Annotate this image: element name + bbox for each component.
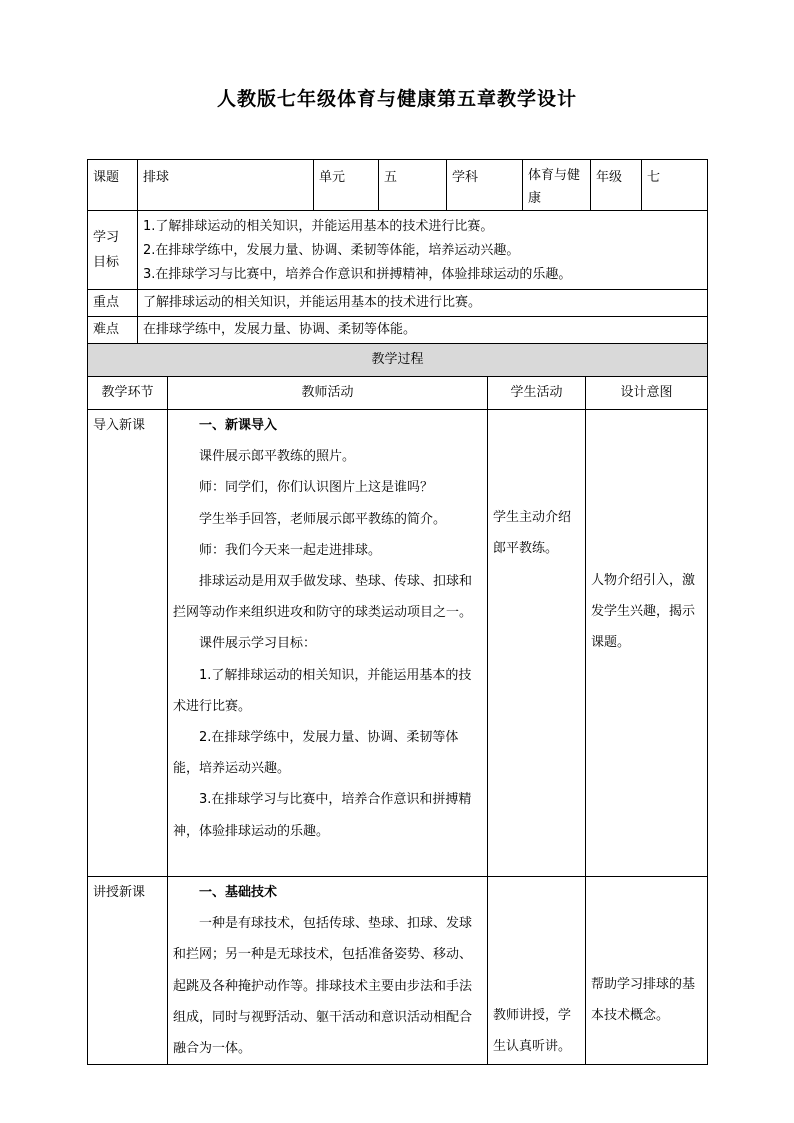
objectives-row [88, 211, 708, 290]
stage-cell: 导入新课 [88, 410, 168, 877]
page-title: 人教版七年级体育与健康第五章教学设计 [216, 88, 577, 110]
paragraph: 师：同学们，你们认识图片上这是谁吗？ [199, 480, 434, 496]
difficulty-label: 难点 [88, 317, 138, 344]
teacher-activity-cell [168, 877, 488, 1065]
process-title-row [88, 344, 708, 377]
key-point-row [88, 290, 708, 317]
header-intent: 设计意图 [586, 377, 708, 410]
header-teacher: 教师活动 [168, 377, 488, 410]
header-student: 学生活动 [488, 377, 586, 410]
unit-label: 单元 [314, 160, 379, 211]
objectives-label-text: 学习目标 [93, 230, 120, 270]
table-row [88, 877, 708, 1065]
teacher-activity-cell [168, 410, 488, 877]
stage-cell: 讲授新课 [88, 877, 168, 1065]
info-row [88, 160, 708, 211]
objective-item: 2.在排球学练中，发展力量、协调、柔韧等体能，培养运动兴趣。 [143, 243, 520, 258]
grade-label: 年级 [591, 160, 642, 211]
paragraph: 3.在排球学习与比赛中，培养合作意识和拼搏精神，体验排球运动的乐趣。 [173, 792, 472, 839]
key-point-label: 重点 [88, 290, 138, 317]
paragraph: 排球运动是用双手做发球、垫球、传球、扣球和拦网等动作来组织进攻和防守的球类运动项目之一。 [173, 574, 473, 621]
info-table [87, 159, 708, 344]
unit-value: 五 [379, 160, 447, 211]
paragraph: 1.了解排球运动的相关知识，并能运用基本的技术进行比赛。 [173, 667, 472, 714]
process-header-row [88, 377, 708, 410]
paragraph: 一种是有球技术，包括传球、垫球、扣球、发球和拦网；另一种是无球技术，包括准备姿势、移动、起跳及各种掩护动作等。排球技术主要由步法和手法组成，同时与视野活动、躯干活动和意识活动相配合融合为一体。 [173, 916, 473, 1057]
subject-label: 学科 [447, 160, 523, 211]
student-activity-text: 学生主动介绍郎平教练。 [493, 510, 572, 556]
subject-value: 体育与健康 [523, 160, 591, 211]
intent-text: 人物介绍引入，激发学生兴趣，揭示课题。 [591, 573, 696, 650]
paragraph: 师：我们今天来一起走进排球。 [199, 542, 382, 558]
key-point-value: 了解排球运动的相关知识，并能运用基本的技术进行比赛。 [138, 290, 708, 317]
course-label: 课题 [88, 160, 138, 211]
objectives-list [138, 211, 708, 290]
intent-text: 帮助学习排球的基本技术概念。 [591, 977, 696, 1023]
section-heading: 一、新课导入 [199, 418, 278, 433]
student-activity-cell [488, 877, 586, 1065]
process-title: 教学过程 [88, 344, 708, 377]
process-table [87, 343, 708, 1065]
paragraph: 课件展示学习目标： [199, 636, 317, 652]
objectives-label [88, 211, 138, 290]
intent-cell [586, 410, 708, 877]
header-stage: 教学环节 [88, 377, 168, 410]
difficulty-row [88, 317, 708, 344]
grade-value: 七 [642, 160, 708, 211]
paragraph: 课件展示郎平教练的照片。 [199, 449, 356, 465]
objective-item: 1.了解排球运动的相关知识，并能运用基本的技术进行比赛。 [143, 219, 494, 234]
intent-cell [586, 877, 708, 1065]
difficulty-value: 在排球学练中，发展力量、协调、柔韧等体能。 [138, 317, 708, 344]
paragraph: 2.在排球学练中，发展力量、协调、柔韧等体能，培养运动兴趣。 [173, 730, 459, 777]
student-activity-cell [488, 410, 586, 877]
student-activity-text: 教师讲授，学生认真听讲。 [493, 1008, 572, 1054]
objective-item: 3.在排球学习与比赛中，培养合作意识和拼搏精神，体验排球运动的乐趣。 [143, 267, 572, 282]
table-row [88, 410, 708, 877]
section-heading: 一、基础技术 [199, 885, 278, 900]
paragraph: 学生举手回答，老师展示郎平教练的简介。 [199, 511, 447, 527]
course-value: 排球 [138, 160, 314, 211]
